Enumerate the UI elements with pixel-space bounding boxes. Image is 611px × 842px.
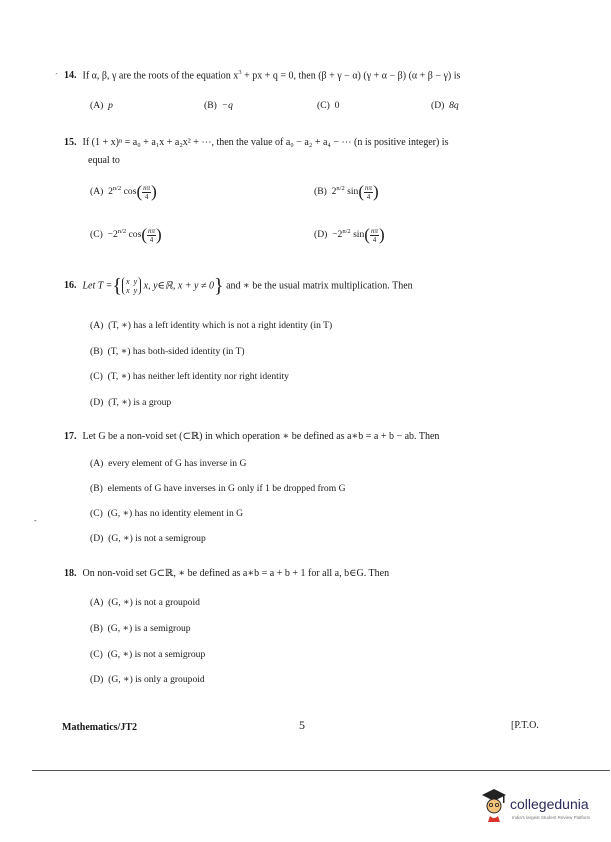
question-17 xyxy=(64,430,554,444)
question-number: 18. xyxy=(64,568,77,579)
question-stem: On non-void set G⊂ℝ, ∗ be defined as a∗b = a + b + 1 for all a, b∈G. Then xyxy=(82,568,390,579)
question-number: 17. xyxy=(64,431,77,442)
option-c: (C) (G, ∗) is not a semigroup xyxy=(90,649,206,660)
option-a: (A) p xyxy=(90,100,113,111)
margin-mark: ´ xyxy=(55,72,58,81)
question-stem: If α, β, γ are the roots of the equation x xyxy=(82,70,239,82)
option-c: (C) (T, ∗) has neither left identity nor right identity xyxy=(90,371,289,382)
question-14: 14. If α, β, γ are the roots of the equation $x^3$ + px + q = 0, then (β + γ − α) (γ + α − β) (α + β − γ) is xyxy=(64,69,461,82)
option-d: (D) (G, ∗) is not a semigroup xyxy=(90,533,206,544)
question-stem-cont: equal to xyxy=(88,155,120,166)
question-15 xyxy=(64,136,549,150)
option-d: (D) 8q xyxy=(431,100,459,111)
logo-tagline: India's largest Student Review Platform xyxy=(512,815,591,820)
question-number: 14. xyxy=(64,70,77,82)
option-d: (D) (G, ∗) is only a groupoid xyxy=(90,674,205,685)
option-b: (B) (G, ∗) is a semigroup xyxy=(90,623,191,634)
question-16: 16. Let T ={ x y x y x, y∈ℝ, x + y ≠ 0} and ∗ be the usual matrix multiplication. Then xyxy=(64,275,413,297)
page-number: 5 xyxy=(299,718,305,732)
footer-divider xyxy=(32,770,610,771)
option-a: (A) $2^{n/2}$ cos( $\frac{n\pi}{4}$ ) xyxy=(90,182,157,201)
subject-code: Mathematics/JT2 xyxy=(62,722,137,733)
option-a: (A) (G, ∗) is not a groupoid xyxy=(90,597,200,608)
option-c: $(C) -2^{n/2}$ cos( $\frac{n\pi}{4}$ ) xyxy=(90,225,162,244)
option-b: (B) $2^{n/2}$ sin( $\frac{n\pi}{4}$ ) xyxy=(314,182,379,201)
option-b: (B) elements of G have inverses in G only if 1 be dropped from G xyxy=(90,483,346,494)
option-c: (C) (G, ∗) has no identity element in G xyxy=(90,508,244,519)
pto-label: [P.T.O. xyxy=(511,720,539,731)
option-b: (B) −q xyxy=(204,100,233,111)
option-d: $(D) -2^{n/2}$ sin( $\frac{n\pi}{4}$ ) xyxy=(314,225,385,244)
question-number: 15. xyxy=(64,137,77,148)
margin-mark: - xyxy=(34,516,37,525)
graduate-logo-icon xyxy=(478,786,510,822)
question-stem: If (1 + x)ⁿ = a₀ + a₁x + a₂x² + ⋯, then the value of a₀ − a₂ + a₄ − ⋯ (n is positive integer) is xyxy=(82,137,449,148)
logo-wordmark: collegedunia xyxy=(510,796,589,812)
question-number: 16. xyxy=(64,280,77,292)
option-c: (C) 0 xyxy=(317,100,340,111)
option-a: (A) every element of G has inverse in G xyxy=(90,458,247,469)
option-a: (A) (T, ∗) has a left identity which is not a right identity (in T) xyxy=(90,320,333,331)
option-b: (B) (T, ∗) has both-sided identity (in T) xyxy=(90,346,245,357)
question-18 xyxy=(64,567,554,581)
option-d: (D) (T, ∗) is a group xyxy=(90,397,172,408)
matrix: x y x y xyxy=(122,277,141,295)
question-stem: Let G be a non-void set (⊂ℝ) in which operation ∗ be defined as a∗b = a + b − ab. Then xyxy=(82,431,440,442)
